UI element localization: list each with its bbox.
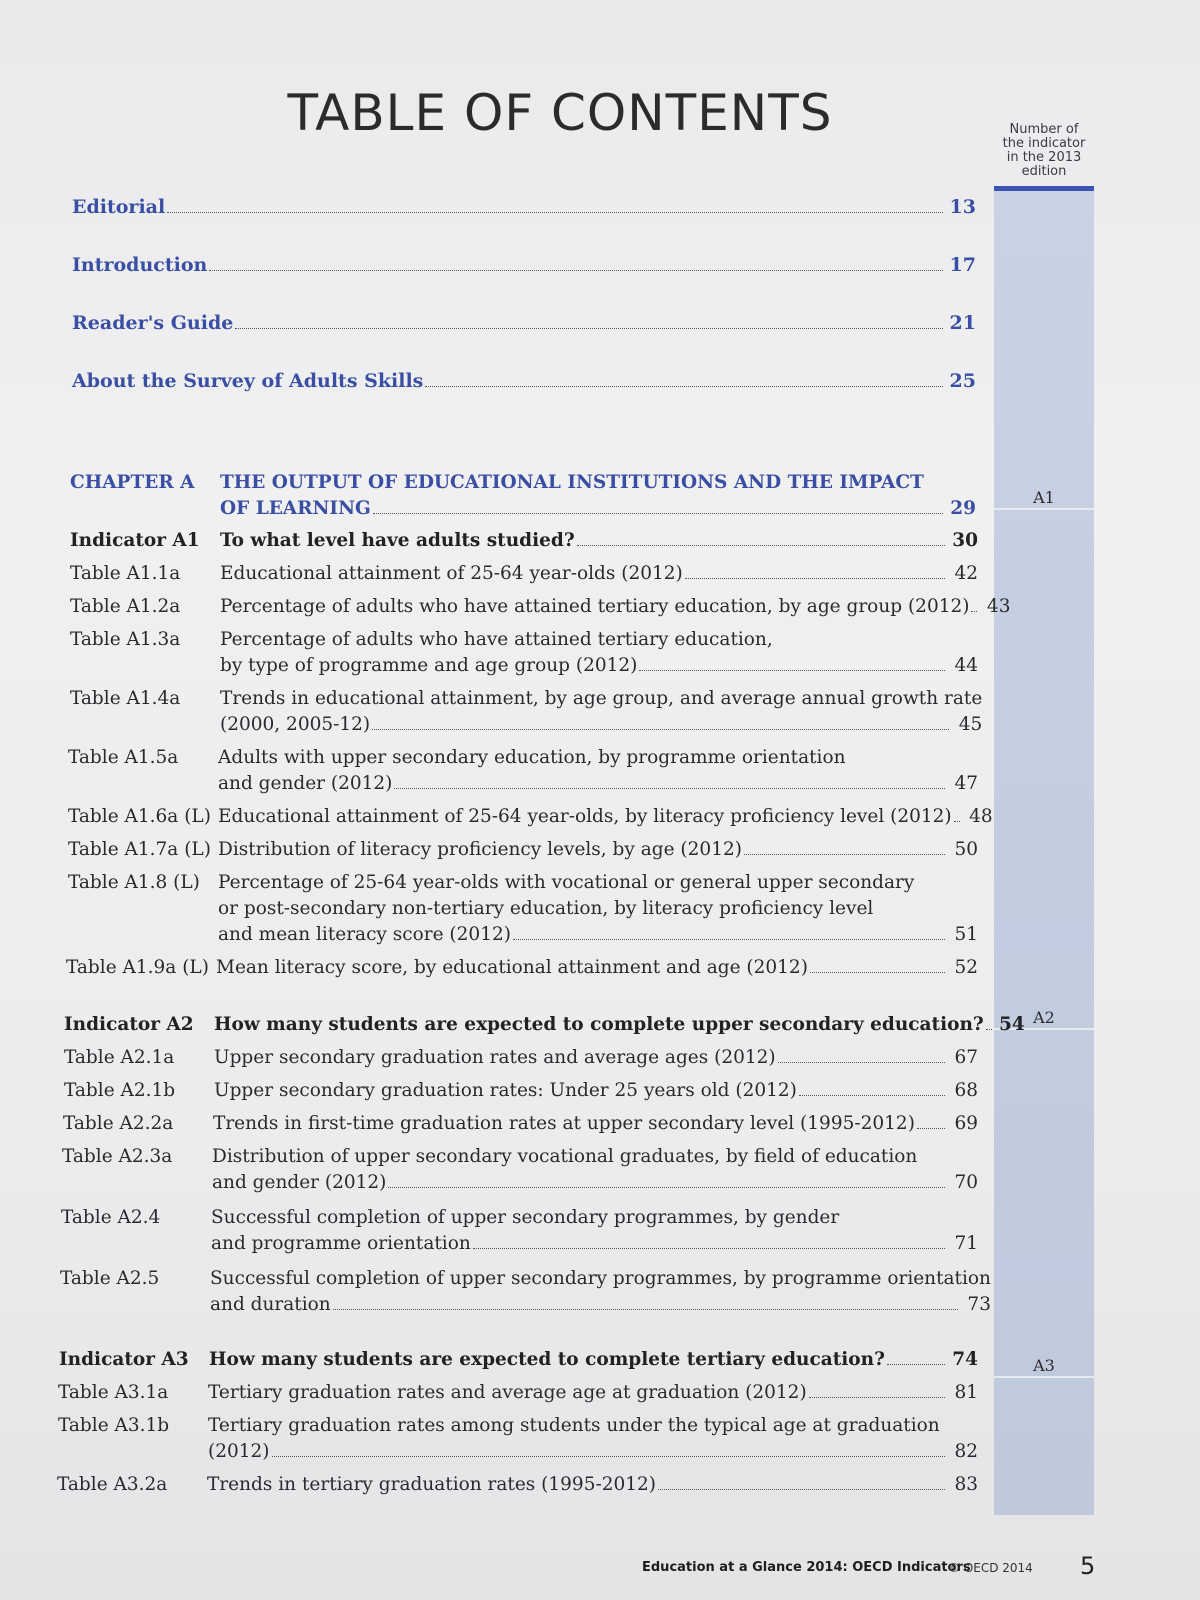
toc-page-number: 70 [954,1172,978,1193]
toc-entry-code: Table A2.1b [64,1080,176,1101]
leader-dots [685,578,945,579]
leader-dots [473,1248,945,1249]
chapter-title-line: THE OUTPUT OF EDUCATIONAL INSTITUTIONS AND THE IMPACT [220,472,924,493]
toc-page-number: 68 [954,1080,978,1101]
toc-table-row[interactable] [68,745,978,797]
toc-page-number: 74 [952,1349,978,1370]
toc-entry-title-line: Trends in first-time graduation rates at upper secondary level (1995-2012) [213,1113,915,1134]
sidebar-divider [994,508,1094,510]
page-title: TABLE OF CONTENTS [287,83,833,142]
toc-entry-title-line: Adults with upper secondary education, by programme orientation [218,747,846,768]
toc-about-survey[interactable] [72,368,976,394]
sidebar-header: Number of the indicator in the 2013 edition [1002,122,1086,179]
toc-table-row[interactable] [70,594,1011,620]
toc-page-number: 47 [954,773,978,794]
toc-entry-code: Table A1.9a (L) [66,957,209,978]
copyright-notice: © OECD 2014 [948,1561,1033,1575]
toc-entry-title-line: Mean literacy score, by educational attainment and age (2012) [216,957,808,978]
toc-entry-label: Introduction [72,254,208,276]
toc-table-row[interactable] [62,1144,978,1196]
toc-table-row[interactable] [66,955,978,981]
leader-dots [809,1397,945,1398]
toc-entry-title-line: or post-secondary non-tertiary education, by literacy proficiency level [218,898,874,919]
sidebar-code-a2: A2 [1033,1008,1055,1027]
leader-dots [235,328,943,329]
toc-entry-title-line: Successful completion of upper secondary programmes, by gender [211,1207,840,1228]
leader-dots [917,1128,945,1129]
leader-dots [799,1095,945,1096]
toc-entry-code: Table A2.5 [60,1268,160,1289]
toc-table-row[interactable] [64,1045,978,1071]
toc-entry-code: Table A2.4 [61,1207,161,1228]
toc-table-row[interactable] [70,627,978,679]
leader-dots [810,972,945,973]
toc-page-number: 54 [999,1014,1025,1035]
sidebar-divider [994,1376,1094,1378]
toc-page-number: 50 [954,839,978,860]
leader-dots [394,788,945,789]
toc-entry-title-line: Educational attainment of 25-64 year-olds (2012) [220,563,683,584]
leader-dots [658,1489,945,1490]
toc-entry-title-line: and gender (2012) [212,1172,387,1193]
toc-table-row[interactable] [70,561,978,587]
toc-entry-title-line: How many students are expected to complete tertiary education? [209,1349,885,1370]
toc-page-number: 30 [952,530,978,551]
toc-entry-code: Indicator A3 [59,1349,189,1370]
leader-dots [744,854,945,855]
toc-table-row[interactable] [68,804,993,830]
toc-entry-code: Table A1.2a [70,596,181,617]
toc-entry-title-line: Educational attainment of 25-64 year-olds, by literacy proficiency level (2012) [218,806,952,827]
toc-entry-label: Editorial [72,196,166,218]
toc-table-row[interactable] [58,1413,978,1465]
toc-entry-title-line: by type of programme and age group (2012) [220,655,638,676]
toc-entry-code: Table A1.8 (L) [68,872,200,893]
toc-entry-label: Reader's Guide [72,312,234,334]
toc-entry-code: Table A2.2a [63,1113,174,1134]
leader-dots [577,545,945,546]
toc-page-number: 45 [958,714,983,735]
page-number: 5 [1080,1552,1096,1580]
toc-entry-label: About the Survey of Adults Skills [72,370,424,392]
toc-entry-title-line: Successful completion of upper secondary programmes, by programme orientation [210,1268,991,1289]
toc-page-number: 67 [954,1047,978,1068]
toc-entry-title-line: Distribution of upper secondary vocational graduates, by field of education [212,1146,918,1167]
toc-page-number: 71 [954,1233,978,1254]
leader-dots [954,821,960,822]
toc-entry-code: Table A1.5a [68,747,179,768]
chapter-label: CHAPTER A [70,472,195,493]
toc-entry-title-line: (2012) [208,1441,270,1462]
toc-editorial[interactable] [72,194,976,220]
toc-entry-code: Table A3.1a [58,1382,169,1403]
toc-page-number: 81 [954,1382,978,1403]
toc-indicator-row[interactable] [70,528,978,554]
publication-title: Education at a Glance 2014: OECD Indicators [642,1560,971,1575]
toc-page-number: 25 [949,370,976,392]
leader-dots [513,939,945,940]
toc-table-row[interactable] [70,686,983,738]
toc-table-row[interactable] [68,870,978,948]
toc-table-row[interactable] [63,1111,978,1137]
toc-entry-title-line: To what level have adults studied? [220,530,575,551]
toc-entry-title-line: and gender (2012) [218,773,393,794]
toc-entry-title-line: Trends in educational attainment, by age group, and average annual growth rate [220,688,983,709]
toc-entry-code: Table A1.4a [70,688,181,709]
toc-page-number: 73 [967,1294,991,1315]
leader-dots [388,1187,945,1188]
toc-indicator-row[interactable] [64,1012,1025,1038]
sidebar-code-a3: A3 [1033,1356,1055,1375]
toc-entry-title-line: (2000, 2005-12) [220,714,371,735]
leader-dots [986,1029,992,1030]
toc-entry-title-line: Upper secondary graduation rates: Under 25 years old (2012) [214,1080,797,1101]
toc-entry-title-line: Tertiary graduation rates among students under the typical age at graduation [208,1415,940,1436]
leader-dots [373,513,943,514]
toc-entry-title-line: Trends in tertiary graduation rates (1995-2012) [207,1474,657,1495]
toc-entry-code: Indicator A2 [64,1014,194,1035]
toc-page-number: 48 [969,806,993,827]
toc-introduction[interactable] [72,252,976,278]
toc-indicator-row[interactable] [59,1347,978,1373]
toc-page-number: 43 [986,596,1011,617]
toc-entry-title-line: Tertiary graduation rates and average age at graduation (2012) [208,1382,807,1403]
toc-page-number: 51 [954,924,978,945]
toc-entry-title-line: Percentage of adults who have attained tertiary education, [220,629,773,650]
toc-table-row[interactable] [61,1205,978,1257]
chapter-title-line: OF LEARNING [220,498,371,519]
indicator-sidebar [994,186,1094,1515]
toc-page-number: 52 [954,957,978,978]
toc-page-number: 69 [954,1113,978,1134]
toc-page-number: 42 [954,563,978,584]
toc-page-number: 21 [949,312,976,334]
toc-table-row[interactable] [68,837,978,863]
toc-entry-code: Table A1.3a [70,629,181,650]
toc-page-number: 29 [950,498,976,519]
leader-dots [887,1364,945,1365]
leader-dots [425,386,943,387]
toc-entry-code: Table A3.2a [57,1474,168,1495]
toc-page-number: 82 [954,1441,978,1462]
sidebar-code-a1: A1 [1033,488,1055,507]
leader-dots [333,1309,958,1310]
toc-entry-code: Table A3.1b [58,1415,170,1436]
toc-entry-title-line: Percentage of 25-64 year-olds with vocational or general upper secondary [218,872,915,893]
leader-dots [372,729,949,730]
leader-dots [778,1062,945,1063]
toc-entry-code: Table A2.3a [62,1146,173,1167]
toc-entry-title-line: How many students are expected to complete upper secondary education? [214,1014,984,1035]
leader-dots [209,270,943,271]
toc-table-row[interactable] [57,1472,978,1498]
toc-entry-title-line: and duration [210,1294,331,1315]
toc-entry-code: Indicator A1 [70,530,200,551]
toc-entry-title-line: and programme orientation [211,1233,471,1254]
toc-chapter-a[interactable] [70,470,976,522]
toc-table-row[interactable] [58,1380,978,1406]
toc-page-number: 44 [954,655,978,676]
leader-dots [167,212,943,213]
toc-entry-code: Table A1.6a (L) [68,806,211,827]
leader-dots [639,670,945,671]
leader-dots [971,611,977,612]
toc-readers-guide[interactable] [72,310,976,336]
toc-entry-title-line: and mean literacy score (2012) [218,924,511,945]
toc-entry-code: Table A2.1a [64,1047,175,1068]
toc-entry-title-line: Distribution of literacy proficiency levels, by age (2012) [218,839,742,860]
toc-entry-title-line: Upper secondary graduation rates and average ages (2012) [214,1047,776,1068]
toc-entry-code: Table A1.1a [70,563,181,584]
toc-page-number: 17 [949,254,976,276]
toc-table-row[interactable] [60,1266,991,1318]
toc-entry-code: Table A1.7a (L) [68,839,211,860]
toc-table-row[interactable] [64,1078,978,1104]
toc-page-number: 13 [949,196,976,218]
toc-page-number: 83 [954,1474,978,1495]
toc-entry-title-line: Percentage of adults who have attained tertiary education, by age group (2012) [220,596,970,617]
leader-dots [272,1456,945,1457]
